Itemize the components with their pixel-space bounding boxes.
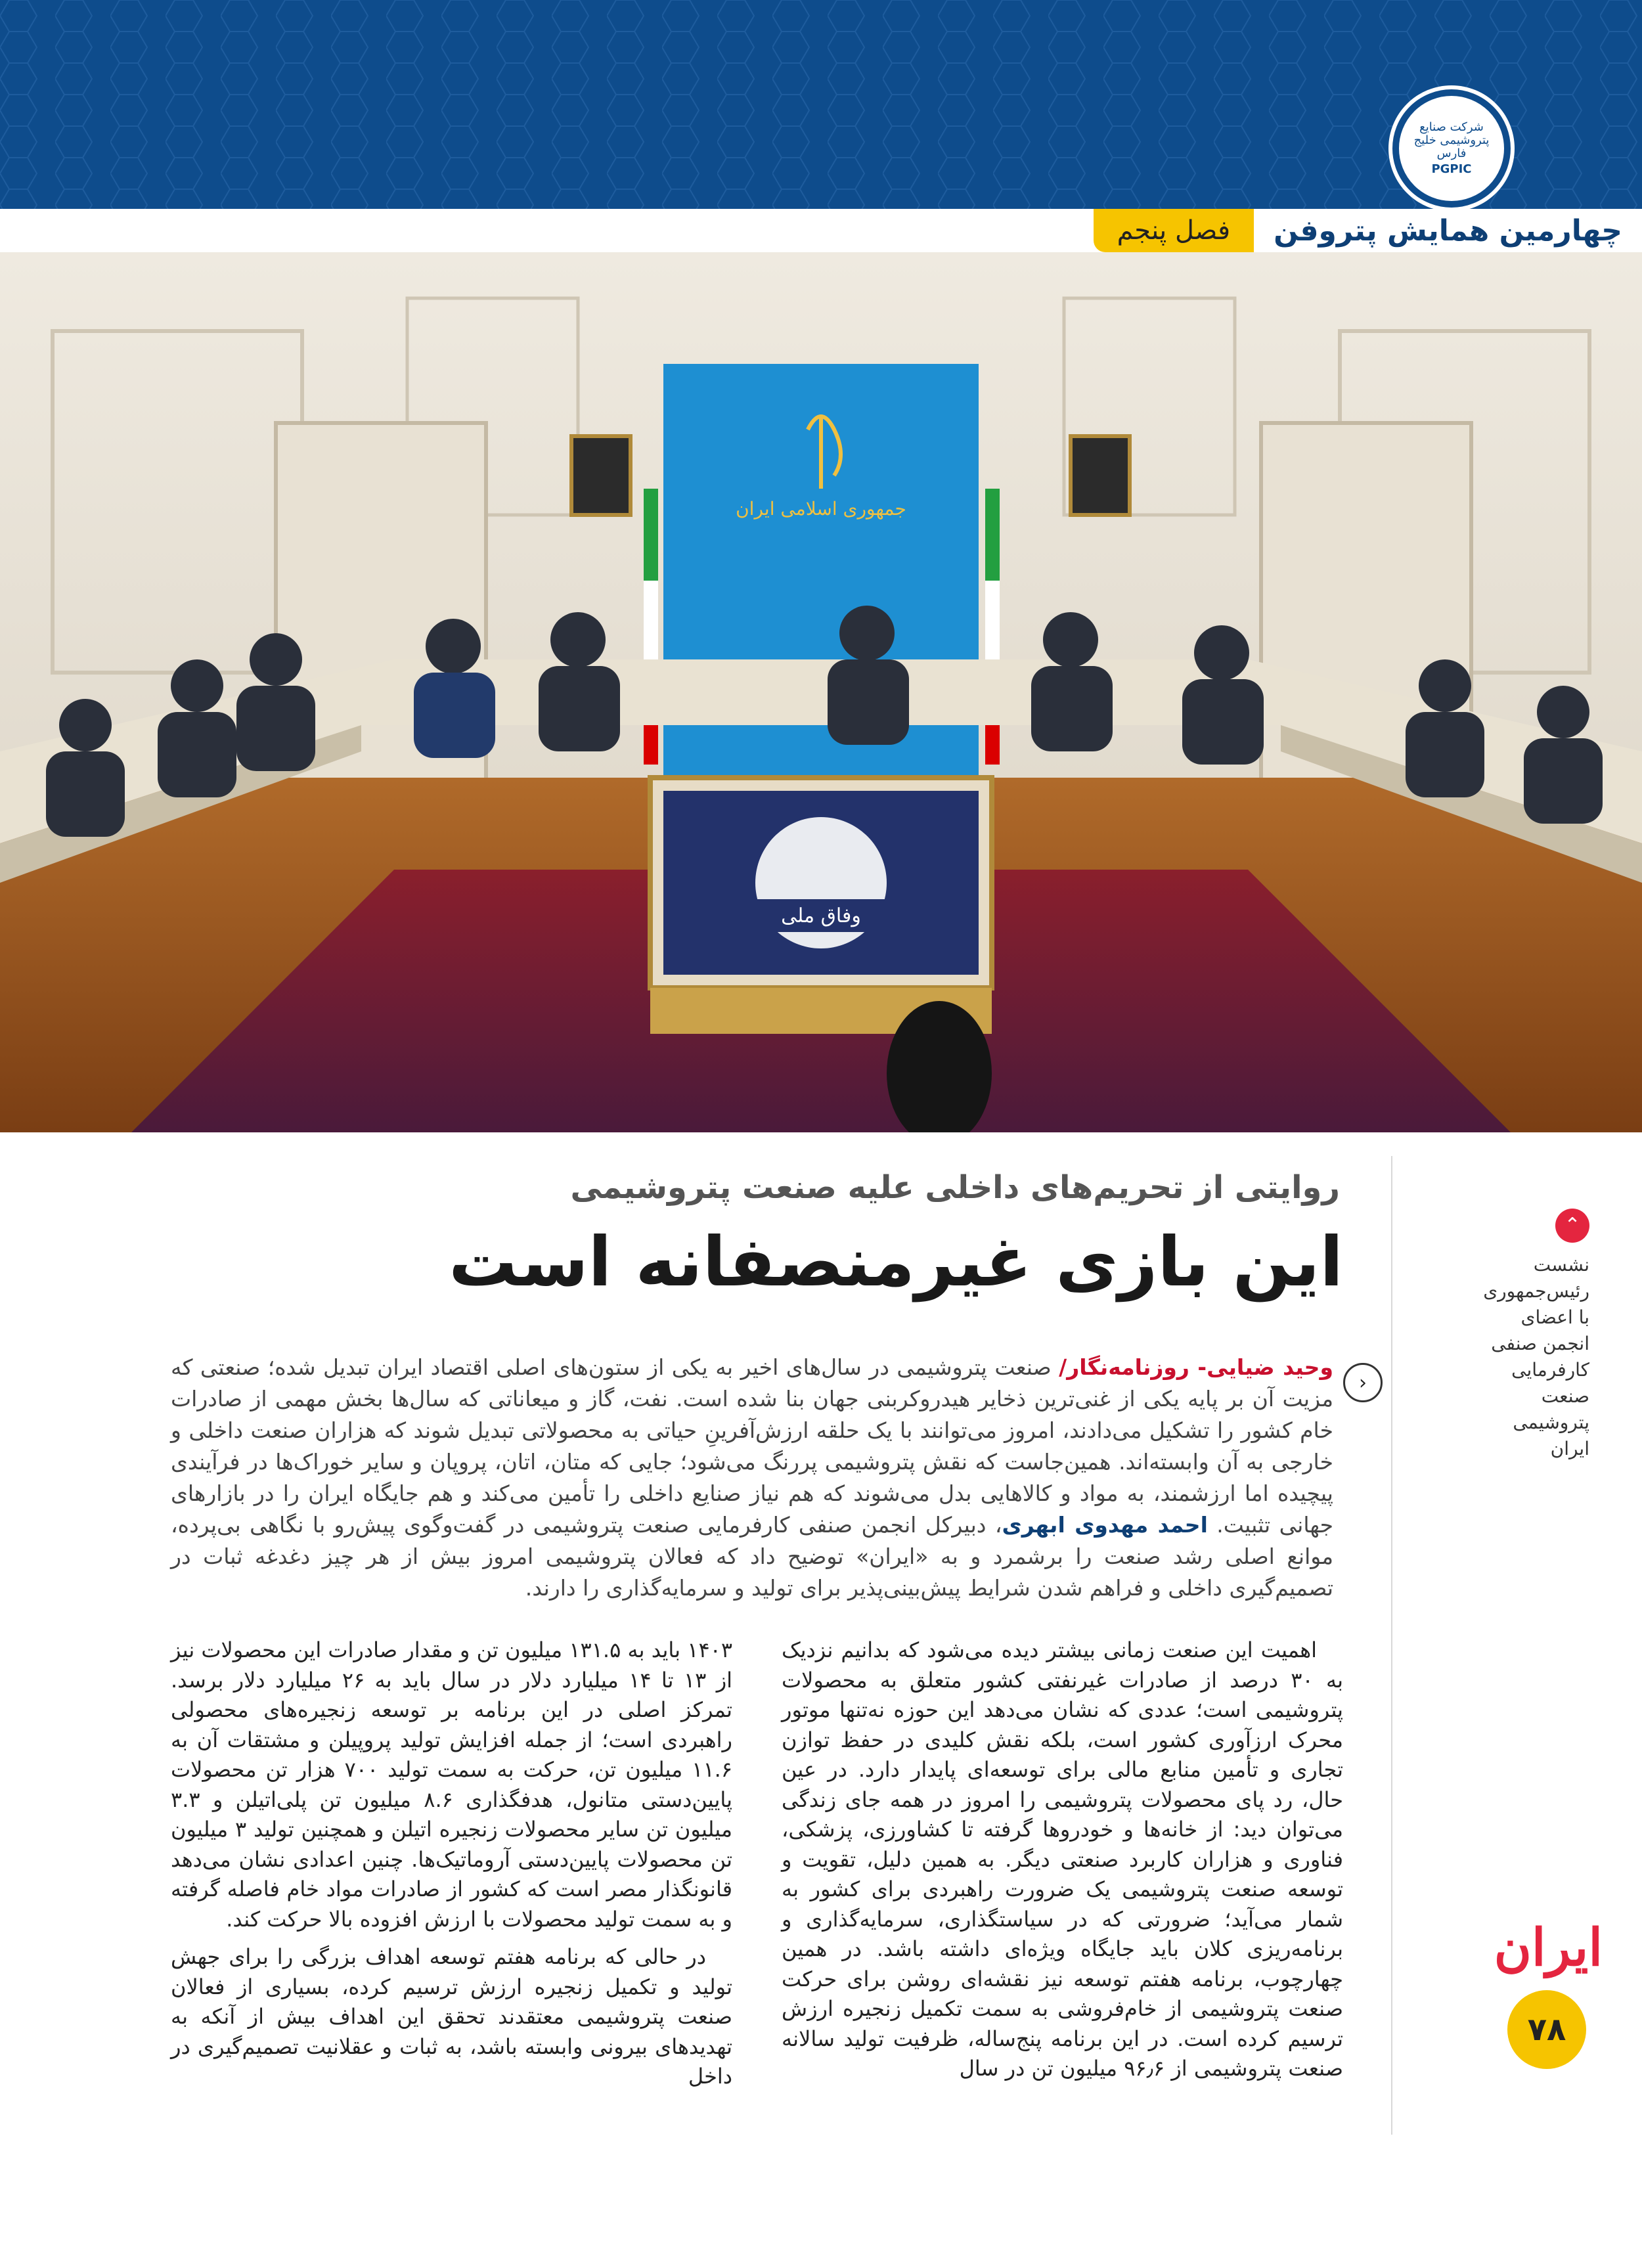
arrow-left-icon: ‹	[1343, 1363, 1383, 1402]
table-text: وفاق ملی	[781, 904, 861, 927]
byline: وحید ضیایی- روزنامه‌نگار/	[1059, 1354, 1333, 1380]
body-column-right	[782, 1635, 1343, 2084]
header-band	[0, 0, 1642, 209]
body-column-left	[171, 1635, 732, 2092]
logo-company-name: شرکت صنایع پتروشیمی خلیج فارس	[1413, 120, 1490, 160]
hex-pattern	[0, 0, 1642, 209]
section-title: چهارمین همایش پتروفن	[1254, 209, 1642, 252]
meeting-photo	[0, 252, 1642, 1132]
chapter-label: فصل پنجم	[1094, 209, 1254, 252]
backdrop-text: جمهوری اسلامی ایران	[736, 498, 906, 520]
caret-up-icon: ⌃	[1555, 1209, 1589, 1243]
body-paragraph: در حالی که برنامه هفتم توسعه اهداف بزرگی را برای جهش تولید و تکمیل زنجیره ارزش ترسیم کرده، بسیاری از فعالان صنعت پتروشیمی معتقدند تحقق این اهداف بیش از آنکه به تهدیدهای بیرونی وابسته باشد، به ثبات و عقلانیت تصمیم‌گیری در داخل	[171, 1944, 732, 2089]
publication-brand: ایران	[1494, 1918, 1603, 1978]
lead-text-part1: صنعت پتروشیمی در سال‌های اخیر به یکی از ستون‌های اصلی اقتصاد ایران تبدیل شده؛ صنعتی که مزیت آن بر پایه یکی از غنی‌ترین ذخایر هیدروکربنی جهان بنا شده است. نفت، گاز و میعاناتی که سال‌ها بخش مهمی از صادرات خام کشور را تشکیل می‌دادند، امروز می‌توانند با یک حلقه ارزش‌آفرینِ حیاتی به محصولاتی تبدیل شوند که هزاران صنعت داخلی و خارجی به آن وابسته‌اند. همین‌جاست که نقش پتروشیمی پررنگ می‌شود؛ جایی که متان، اتان، پروپان و سایر خوراک‌ها در فرآیندی پیچیده اما ارزشمند، به مواد و کالاهایی بدل می‌شوند که هم نیاز صنایع داخلی را تأمین می‌کند و هم جایگاه ایران را در بازارهای جهانی تثبیت.	[171, 1354, 1333, 1538]
body-paragraph: اهمیت این صنعت زمانی بیشتر دیده می‌شود که بدانیم نزدیک به ۳۰ درصد از صادرات غیرنفتی کشور متعلق به محصولات پتروشیمی است؛ عددی که نشان می‌دهد این حوزه نه‌تنها موتور محرک ارزآوری کشور است، بلکه نقش کلیدی در حفظ توازن تجاری و تأمین منابع مالی برای توسعه‌ای پایدار دارد. در عین حال، رد پای محصولات پتروشیمی را امروز در همه جای زندگی می‌توان دید: از خانه‌ها و خودروها گرفته تا کشاورزی، پزشکی، فناوری و هزاران کاربرد صنعتی دیگر. به همین دلیل، تقویت و توسعه صنعت پتروشیمی یک ضرورت راهبردی برای کشور به شمار می‌آید؛ ضرورتی که در سیاستگذاری، سرمایه‌گذاری و برنامه‌ریزی کلان باید جایگاه ویژه‌ای داشته باشد. در همین چهارچوب، برنامه هفتم توسعه نیز نقشه‌ای روشن برای حرکت صنعت پتروشیمی از خام‌فروشی به سمت تکمیل زنجیره ارزش ترسیم کرده است. در این برنامه پنج‌ساله، ظرفیت تولید سالانه صنعت پتروشیمی از ۹۶٫۶ میلیون تن در سال	[782, 1637, 1344, 2081]
interviewee-name: احمد مهدوی ابهری	[1002, 1512, 1208, 1538]
page-number: ۷۸	[1507, 1990, 1586, 2069]
caption-text: نشست رئیس‌جمهوری با اعضای انجمن صنفی کارفرمایی صنعت پتروشیمی ایران	[1483, 1254, 1589, 1459]
margin-divider	[1391, 1156, 1392, 2135]
logo-abbreviation: PGPIC	[1431, 162, 1472, 176]
article-kicker: روایتی از تحریم‌های داخلی علیه صنعت پتروشیمی	[570, 1169, 1340, 1206]
article-lead	[171, 1352, 1333, 1604]
lead-text-part2: ، دبیرکل انجمن صنفی کارفرمایی صنعت پتروشیمی در گفت‌وگوی پیش‌رو با نگاهی بی‌پرده، موانع اصلی رشد صنعت را برشمرد و به «ایران» توضیح داد که فعالان پتروشیمی امروز بیش از هر چیز دغدغه ثبات در تصمیم‌گیری داخلی و فراهم شدن شرایط پیش‌بینی‌پذیر برای تولید و سرمایه‌گذاری را دارند.	[171, 1512, 1333, 1601]
company-logo	[1392, 89, 1511, 208]
meeting-photo-illustration	[0, 252, 1642, 1132]
photo-caption	[1471, 1209, 1589, 1462]
article-headline: این بازی غیرمنصفانه است	[449, 1222, 1343, 1302]
body-paragraph: ۱۴۰۳ باید به ۱۳۱.۵ میلیون تن و مقدار صادرات این محصولات نیز از ۱۳ تا ۱۴ میلیارد دلار در سال باید به ۲۶ میلیارد دلار برسد. تمرکز اصلی در این برنامه بر توسعه زنجیره‌های محصولی راهبردی است؛ از جمله افزایش تولید پروپیلن و مشتقات آن به ۱۱.۶ میلیون تن، حرکت به سمت تولید ۷۰۰ هزار تن محصولات پایین‌دستی متانول، هدفگذاری ۸.۶ میلیون تن پلی‌اتیلن و ۳.۳ میلیون تن سایر محصولات زنجیره اتیلن و همچنین تولید ۳ میلیون تن محصولات پایین‌دستی آروماتیک‌ها. چنین اعدادی نشان می‌دهد قانونگذار مصر است که کشور از صادرات مواد خام فاصله گرفته و به سمت تولید محصولات با ارزش افزوده بالا حرکت کند.	[171, 1637, 733, 1932]
section-tag	[887, 209, 1642, 252]
